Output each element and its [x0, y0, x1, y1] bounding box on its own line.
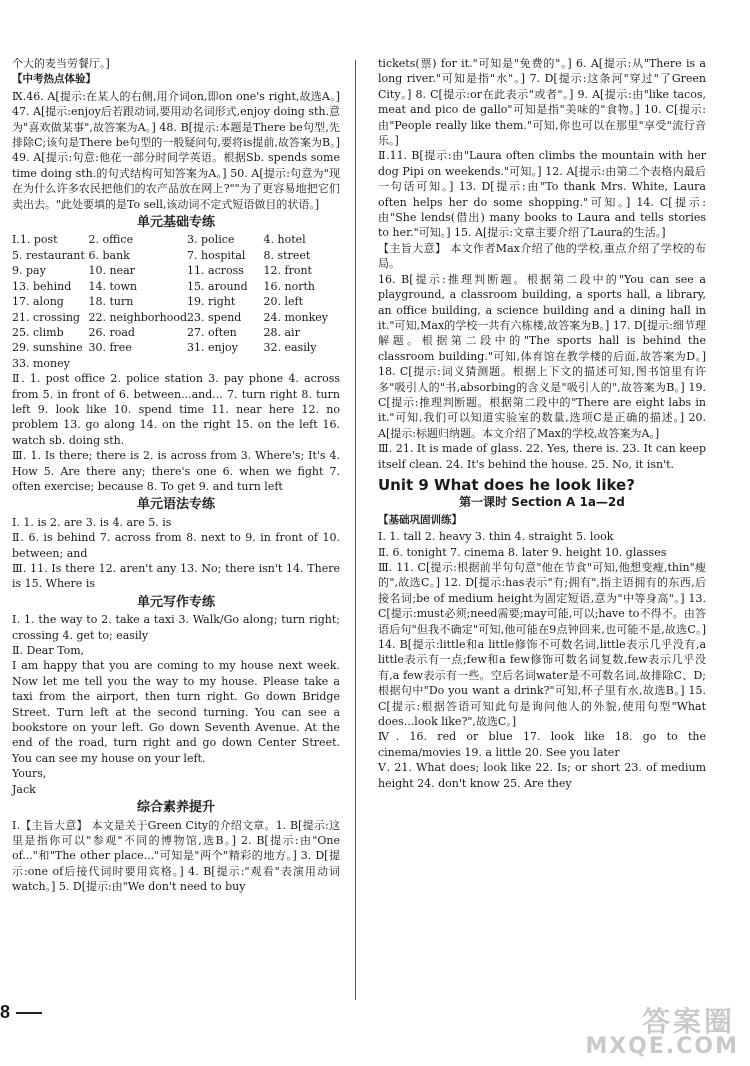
comprehensive-i: Ⅰ.【主旨大意】 本文是关于Green City的介绍文章。1. B[提示:这里是指你可以"参观"不同的博物馆,选B。] 2. B[提示:由"One of..."和"The other place..."可知是"两个"精彩的地方。] 3. D[提示:one of后接代词时要用宾格。] 4. B[提示:"观看"表演用动词watch。] 5. D[提示:由"We don't need to buy — [12, 818, 340, 894]
comprehensive-ii: Ⅱ.11. B[提示:由"Laura often climbs the mountain with her dog Pipi on weekends."可知。] 12. A[提示:由第二个表格内最后一句话可知。] 13. D[提示:由"To thank Mrs. White, Laura often helps her do some shopping."可知。] 14. C[提示:由"She lends(借出) many books to Laura and tells stories to her."可知。] 15. A[提示:文章主要介绍了Laura的生活。] — [378, 149, 706, 240]
basic-ii: Ⅱ. 6. tonight 7. cinema 8. later 9. height 10. glasses — [378, 545, 667, 559]
vocab-item: 27. often — [187, 325, 237, 339]
basic-training-tag: 【基础巩固训练】 — [378, 513, 462, 526]
watermark-top: 答案圈 — [641, 1005, 735, 1038]
comprehensive-i-cont: tickets(票) for it."可知是"免费的"。] 6. A[提示:从"There is a long river."可知是指"水"。] 7. D[提示:这条河"穿过"了Green City。] 8. C[提示:or在此表示"或者"。] 9. A[提示:由"like tacos, meat and pico de gallo"可知是指"美味的"食物。] 10. C[提示:由"People really like them."可知,你也可以在那里"享受"流行音乐。] — [378, 57, 706, 148]
basic-iv: Ⅳ. 16. red or blue 17. look like 18. go to the cinema/movies 19. a little 20. See you later — [378, 730, 706, 759]
vocab-item: 31. enjoy — [187, 341, 238, 355]
vocab-item: 11. across — [187, 264, 244, 278]
grammar-i: Ⅰ. 1. is 2. are 3. is 4. are 5. is — [12, 515, 172, 529]
vocab-item: 28. air — [263, 325, 300, 339]
writing-letter: Ⅱ. Dear Tom, I am happy that you are coming to my house next week. Now let me tell you the way to my house. Please take a taxi from the airport, then turn right. Go down Bridge Street. Turn left at the second turning. You can see a bookstore on your left. Go down Seventh Avenue. At the end of the road, turn right and go down Center Street. You can see my house on your left. Yours, Jack — [12, 644, 340, 796]
vocab-item: 10. near — [88, 264, 135, 278]
vocab-item: 16. north — [263, 279, 315, 293]
basic-v: Ⅴ. 21. What does; look like 22. Is; or short 23. of medium height 24. don't know 25. Are they — [378, 761, 706, 790]
vocab-item: 25. climb — [12, 325, 64, 339]
reading-answers: 16. B[提示:推理判断题。根据第二段中的"You can see a playground, a classroom building, a sports hall, a library, an office building, a science building and a dining hall in it."可知,Max的学校一共有六栋楼,故答案为B。] 17. D[提示:细节理解题。根据第二段中的"The sports hall is behind the classroom building."可知,体育馆在教学楼的后面,故答案为D。] 18. C[提示:词义猜测题。根据上下文的描述可知,图书馆里有许多"吸引人的"书,absorbing的含义是"吸引人的",故答案为B。] 19. C[提示:推理判断题。根据第二段中的"There are eight labs in it."可知,我们可以知道实验室的数量,选项C是正确的描述。] 20. A[提示:标题归纳题。本文介绍了Max的学校,故答案为A。] — [378, 272, 706, 440]
unit-grammar-heading: 单元语法专练 — [136, 497, 215, 513]
vocab-item: 6. bank — [88, 248, 130, 262]
section-ix-answers: Ⅸ.46. A[提示:在某人的右侧,用介词on,即on one's right,故选A。] 47. A[提示:enjoy后若跟动词,要用动名词形式,enjoy doing sth.意为"喜欢做某事",故答案为A。] 48. B[提示:本题是There be句型,先排除C;该句是There be句型的一般疑问句,要将is提前,故答案为B。] 49. A[提示:句意:他花一部分时间学英语。根据Sb. spends some time doing sth.的句式结构可知答案为A。] 50. A[提示:句意为"现在为什么许多农民把他们的农产品放在网上?""为了更容易地把它们卖出去。"此处要填的是To sell,该动词不定式短语做目的状语。] — [12, 89, 340, 211]
vocab-item: 29. sunshine — [12, 341, 83, 355]
vocab-item: 19. right — [187, 295, 236, 309]
unit-title: Unit 9 What does he look like? — [378, 475, 635, 494]
vocab-item: 24. monkey — [263, 310, 329, 324]
grammar-ii: Ⅱ. 6. is behind 7. across from 8. next to 9. in front of 10. between; and — [12, 531, 340, 560]
vocab-item: 23. spend — [187, 310, 242, 324]
vocab-item: 13. behind — [12, 279, 72, 293]
vocab-item: 7. hospital — [187, 248, 246, 262]
comprehensive-iii: Ⅲ. 21. It is made of glass. 22. Yes, there is. 23. It can keep itself clean. 24. It's behind the house. 25. No, it isn't. — [378, 442, 706, 471]
vocab-item: 33. money — [12, 356, 70, 370]
vocab-item: 14. town — [88, 279, 138, 293]
page-number-rule — [16, 1012, 42, 1014]
writing-i: Ⅰ. 1. the way to 2. take a taxi 3. Walk/Go along; turn right; crossing 4. get to; easily — [12, 613, 340, 642]
main-idea-max: 【主旨大意】 本文作者Max介绍了他的学校,重点介绍了学校的布局。 — [378, 241, 706, 271]
vocab-item: 32. easily — [263, 341, 317, 355]
vocab-item: 4. hotel — [263, 233, 306, 247]
vocab-item: 22. neighborhood — [88, 310, 188, 324]
basic-iii: Ⅲ. 11. C[提示:根据前半句句意"他在节食"可知,他想变瘦,thin"瘦的",故选C。] 12. D[提示:has表示"有;拥有",指主语拥有的东西,后接名词;be of medium height为固定短语,意为"中等身高"。] 13. C[提示:must必须;need需要;may可能,可以;have to不得不。由答语后句"但我不确定"可知,他可能在9点钟回来,也可能不是,故选C。] 14. B[提示:little和a little修饰不可数名词,little表示几乎没有,a little表示有一点;few和a few修饰可数名词复数,few表示几乎没有,a few表示有一些。空后名词water是不可数名词,故排除C、D;根据句中"Do you want a drink?"可知,杯子里有水,故选B。] 15. C[提示:根据答语可知此句是询问他人的外貌,使用句型"What does...look like?",故选C。] — [378, 561, 706, 729]
intro-line: 个大的麦当劳餐厅。] — [12, 57, 110, 70]
vocab-item: Ⅰ.1. post — [12, 233, 58, 247]
watermark-bottom: MXQE.COM — [585, 1034, 739, 1059]
vocab-item: 12. front — [263, 264, 312, 278]
lesson-title: 第一课时 Section A 1a—2d — [459, 495, 625, 510]
vocab-item: 9. pay — [12, 264, 46, 278]
site-watermark — [560, 1000, 745, 1062]
vocab-item: 20. left — [263, 295, 304, 309]
section-ii-phrases: Ⅱ. 1. post office 2. police station 3. pay phone 4. across from 5. in front of 6. between...and... 7. turn right 8. turn left 9. look like 10. spend time 11. near here 12. no problem 13. go along 14. on the right 15. on the left 16. watch sb. doing sth. — [12, 372, 340, 447]
vocab-item: 26. road — [88, 325, 135, 339]
vocab-item: 30. free — [88, 341, 132, 355]
page-number: 8 — [0, 1002, 11, 1022]
vocab-item: 18. turn — [88, 295, 134, 309]
left-column — [12, 56, 340, 895]
vocab-grid — [12, 232, 340, 371]
vocab-item: 3. police — [187, 233, 235, 247]
exam-experience-tag: 【中考热点体验】 — [12, 73, 96, 86]
vocab-item: 2. office — [88, 233, 134, 247]
column-divider — [355, 60, 356, 1000]
vocab-item: 21. crossing — [12, 310, 80, 324]
vocab-item: 8. street — [263, 248, 311, 262]
basic-i: Ⅰ. 1. tall 2. heavy 3. thin 4. straight 5. look — [378, 530, 614, 544]
comprehensive-heading: 综合素养提升 — [136, 800, 215, 816]
section-iii-sentences: Ⅲ. 1. Is there; there is 2. is across from 3. Where's; It's 4. How 5. Are there any; there's one 6. when we fight 7. often exercise; because 8. To get 9. and turn left — [12, 449, 340, 493]
unit-basic-heading: 单元基础专练 — [136, 215, 215, 231]
right-column — [378, 56, 706, 791]
vocab-item: 17. along — [12, 295, 64, 309]
vocab-item: 5. restaurant — [12, 248, 85, 262]
unit-writing-heading: 单元写作专练 — [136, 594, 215, 610]
vocab-item: 15. around — [187, 279, 248, 293]
grammar-iii: Ⅲ. 11. Is there 12. aren't any 13. No; there isn't 14. There is 15. Where is — [12, 562, 340, 591]
